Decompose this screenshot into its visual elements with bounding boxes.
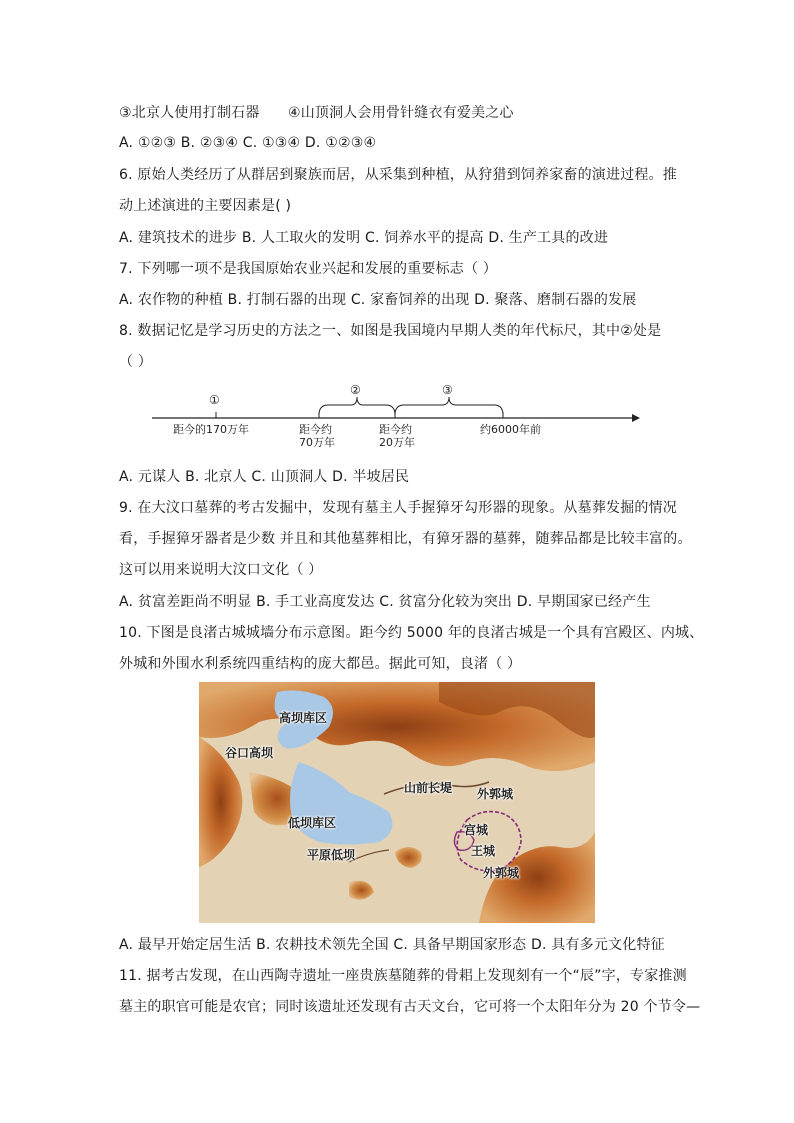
liangzhu-map xyxy=(199,682,595,923)
q6-stem-cont: 动上述演进的主要因素是( ) xyxy=(119,198,292,214)
q8-stem-cont: （ ） xyxy=(119,354,153,370)
q9-stem: 9. 在大汶口墓葬的考古发掘中，发现有墓主人手握獐牙勾形器的现象。从墓葬发掘的情况 xyxy=(119,500,678,516)
label-low-dam-reservoir: 低坝库区 xyxy=(288,816,337,830)
label-plain-dam: 平原低坝 xyxy=(307,848,356,862)
label-high-dam-reservoir: 高坝库区 xyxy=(279,711,328,725)
q11-stem-cont: 墓主的职官可能是农官；同时该遗址还发现有古天文台，它可将一个太阳年分为 20 个节令— xyxy=(119,999,701,1015)
q9-options: A. 贫富差距尚不明显 B. 手工业高度发达 C. 贫富分化较为突出 D. 早期国家已经产生 xyxy=(119,594,651,610)
timeline-label-20b: 20万年 xyxy=(379,436,415,449)
timeline-marker-2: ② xyxy=(350,383,361,397)
q9-stem-cont2: 这可以用来说明大汶口文化（ ） xyxy=(119,562,323,578)
label-valley-dam: 谷口高坝 xyxy=(225,746,274,760)
q10-options: A. 最早开始定居生活 B. 农耕技术领先全国 C. 具备早期国家形态 D. 具有多元文化特征 xyxy=(119,937,665,953)
timeline-label-70b: 70万年 xyxy=(299,436,335,449)
timeline-label-6000: 约6000年前 xyxy=(480,423,541,436)
q10-stem: 10. 下图是良渚古城城墙分布示意图。距今约 5000 年的良渚古城是一个具有宫殿区、内城、 xyxy=(119,625,704,641)
timeline-label-70a: 距今约 xyxy=(299,423,332,436)
q7-stem: 7. 下列哪一项不是我国原始农业兴起和发展的重要标志（ ） xyxy=(119,261,498,277)
q6-stem: 6. 原始人类经历了从群居到聚族而居，从采集到种植，从狩猎到饲养家畜的演进过程。推 xyxy=(119,167,678,183)
timeline-marker-3: ③ xyxy=(442,383,453,397)
label-outer-city-2: 外郭城 xyxy=(483,866,520,880)
q8-options: A. 元谋人 B. 北京人 C. 山顶洞人 D. 半坡居民 xyxy=(119,469,410,485)
q10-stem-cont: 外城和外围水利系统四重结构的庞大都邑。据此可知，良渚（ ） xyxy=(119,656,522,672)
timeline-label-170: 距今的170万年 xyxy=(173,423,249,436)
terrain-map xyxy=(199,682,595,923)
q11-stem: 11. 据考古发现，在山西陶寺遗址一座贵族墓随葬的骨耜上发现刻有一个“辰”字，专家推测 xyxy=(119,968,687,984)
timeline-figure xyxy=(148,383,648,448)
timeline-marker-1: ① xyxy=(209,393,220,407)
label-palace-city: 宫城 xyxy=(464,823,489,837)
timeline-label-20a: 距今约 xyxy=(379,423,412,436)
q8-stem: 8. 数据记忆是学习历史的方法之一、如图是我国境内早期人类的年代标尺，其中②处是 xyxy=(119,323,662,339)
label-front-embankment: 山前长堤 xyxy=(404,781,453,795)
label-royal-city: 王城 xyxy=(471,844,496,858)
q6-options: A. 建筑技术的进步 B. 人工取火的发明 C. 饲养水平的提高 D. 生产工具的改进 xyxy=(119,230,609,246)
q7-options: A. 农作物的种植 B. 打制石器的出现 C. 家畜饲养的出现 D. 聚落、磨制石器的发展 xyxy=(119,292,637,308)
label-outer-city-1: 外郭城 xyxy=(477,787,514,801)
option-line-3-4: ③北京人使用打制石器 ④山顶洞人会用骨针缝衣有爱美之心 xyxy=(119,105,514,121)
q9-stem-cont: 看，手握獐牙器者是少数 并且和其他墓葬相比，有獐牙器的墓葬，随葬品都是比较丰富的。 xyxy=(119,531,692,547)
q5-options: A. ①②③ B. ②③④ C. ①③④ D. ①②③④ xyxy=(119,135,377,151)
